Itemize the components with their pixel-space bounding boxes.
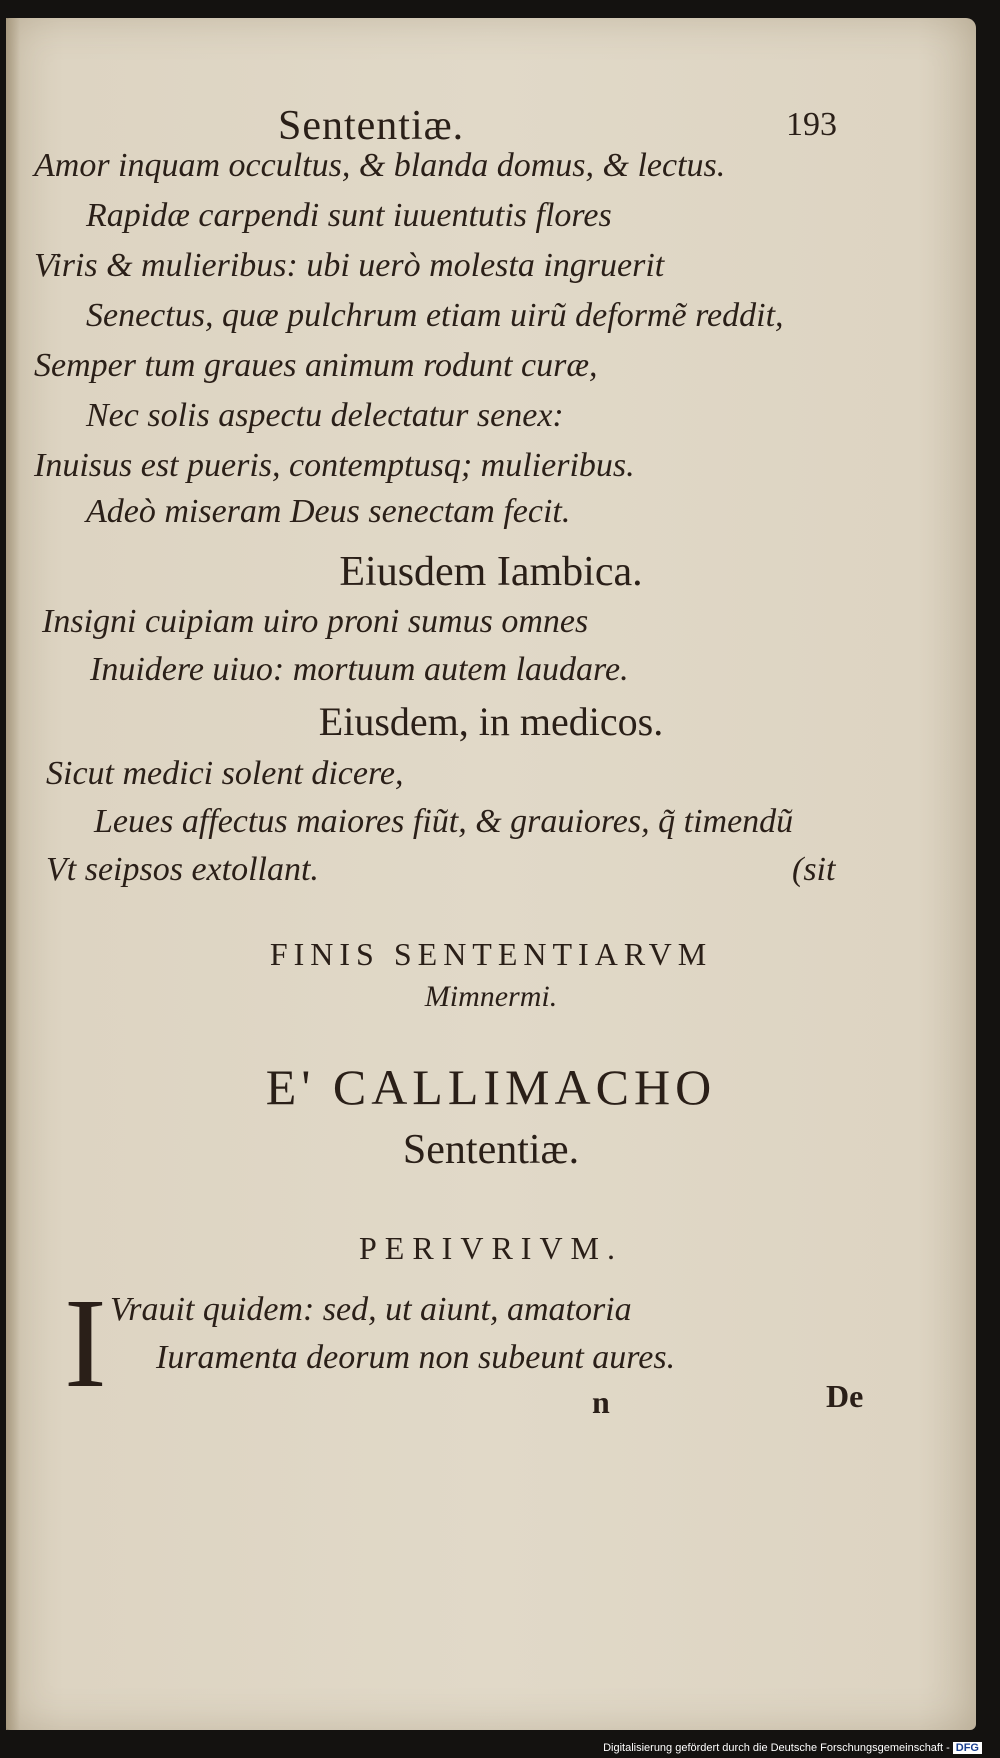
running-head — [6, 102, 976, 152]
book-page — [6, 18, 976, 1730]
section-title: E' CALLIMACHO — [265, 1059, 717, 1115]
verse-line: Semper tum graues animum rodunt curæ, — [34, 347, 598, 384]
verse-line: Inuisus est pueris, contemptusq; mulieribus. — [34, 447, 635, 484]
verse-line: Insigni cuipiam uiro proni sumus omnes — [42, 603, 589, 640]
poem-title: PERIVRIVM. — [358, 1230, 623, 1266]
section-subtitle: Sententiæ. — [402, 1127, 580, 1173]
finis-heading: FINIS SENTENTIARVM — [269, 936, 713, 972]
verse-line: Adeò miseram Deus senectam fecit. — [86, 493, 571, 530]
drop-cap: I — [64, 1272, 107, 1414]
verse-line: Vt seipsos extollant. — [46, 851, 319, 888]
page-number: 193 — [786, 106, 837, 143]
finis-author: Mimnermi. — [424, 980, 558, 1013]
running-title: Sententiæ. — [278, 103, 465, 149]
verse-line: Sicut medici solent dicere, — [46, 755, 404, 792]
heading-in-medicos: Eiusdem, in medicos. — [318, 699, 664, 744]
verse-line: Leues affectus maiores fiũt, & grauiores, q̃ timendũ — [94, 803, 794, 840]
verse-line: Nec solis aspectu delectatur senex: — [86, 397, 564, 434]
footer-text: Digitalisierung gefördert durch die Deutsche Forschungsgemeinschaft - — [603, 1742, 950, 1754]
verse-line: Iuramenta deorum non subeunt aures. — [156, 1339, 676, 1376]
signature-mark: n — [592, 1384, 610, 1420]
verse-line: Senectus, quæ pulchrum etiam uirũ deformẽ reddit, — [86, 297, 784, 334]
verse-line: Rapidæ carpendi sunt iuuentutis flores — [86, 197, 612, 234]
verse-line: Vrauit quidem: sed, ut aiunt, amatoria — [110, 1291, 632, 1328]
verse-line: Amor inquam occultus, & blanda domus, & lectus. — [34, 147, 726, 184]
heading-iambica: Eiusdem Iambica. — [339, 549, 643, 595]
turnover-word: (sit — [792, 851, 836, 888]
verse-line: Inuidere uiuo: mortuum autem laudare. — [90, 651, 629, 688]
catchword: De — [826, 1378, 864, 1414]
dfg-logo: DFG — [953, 1742, 982, 1754]
page-spine-shadow — [6, 18, 20, 1730]
verse-line: Viris & mulieribus: ubi uerò molesta ingruerit — [34, 247, 665, 284]
digitization-footer — [603, 1742, 982, 1754]
